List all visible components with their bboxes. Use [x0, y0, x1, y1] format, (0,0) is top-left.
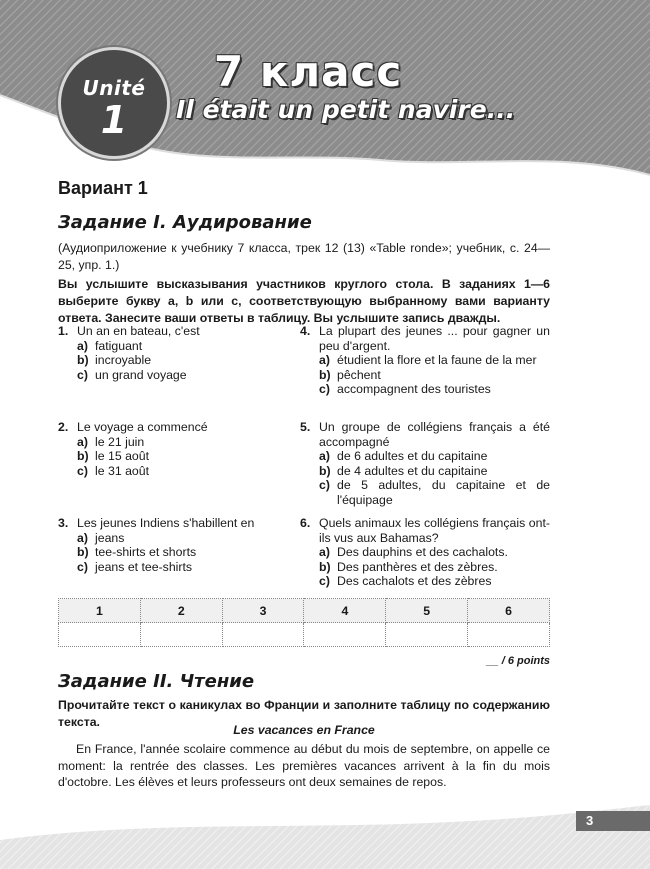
option-b: b) incroyable: [77, 353, 152, 367]
question-1: [58, 324, 278, 382]
task2-instruction: Прочитайте текст о каникулах во Франции и заполните таблицу по содержанию текста.: [58, 698, 550, 729]
question-2: [58, 420, 278, 478]
task2-title: Задание II. Чтение: [58, 671, 255, 692]
question-stem: Les jeunes Indiens s'habillent en: [77, 516, 255, 530]
answer-col-header: 5: [386, 599, 468, 623]
task1-instruction: Вы услышите высказывания участников круглого стола. В заданиях 1—6 выберите букву a, b или c, соответствующую выбранному вами варианту ответа. Занесите ваши ответы в таблицу. Вы услышите запись дважды.: [58, 277, 550, 325]
unite-label: Unité: [82, 76, 146, 100]
answer-col-header: 2: [140, 599, 222, 623]
grade-title: 7 класс: [214, 47, 403, 96]
option-c: c) de 5 adultes, du capitaine et de l'équipage: [319, 478, 550, 507]
question-6: [300, 516, 550, 589]
question-stem: Un an en bateau, c'est: [77, 324, 200, 338]
unite-number: 1: [100, 98, 128, 142]
answer-col-header: 6: [468, 599, 550, 623]
answer-cell[interactable]: [59, 623, 141, 647]
answer-col-header: 3: [222, 599, 304, 623]
option-a: a) de 6 adultes et du capitaine: [319, 449, 488, 463]
question-number: 2.: [58, 420, 69, 434]
answer-table: [58, 598, 550, 647]
question-number: 4.: [300, 324, 311, 338]
reading-text-body: En France, l'année scolaire commence au début du mois de septembre, on appelle ce moment: la rentrée des classes. Les premières vacances arrivent à la fin du mois d'octobre. Les élèves et leurs professeurs ont deux semaines de repos.: [58, 742, 550, 789]
option-a: a) Des dauphins et des cachalots.: [319, 545, 508, 559]
answer-cell[interactable]: [386, 623, 468, 647]
answer-cell[interactable]: [468, 623, 550, 647]
option-a: a) étudient la flore et la faune de la mer: [319, 353, 537, 367]
answer-col-header: 1: [59, 599, 141, 623]
answer-cell[interactable]: [222, 623, 304, 647]
footer-background: [0, 800, 650, 869]
question-stem: Quels animaux les collégiens français ont-ils vus aux Bahamas?: [319, 516, 550, 545]
option-b: b) Des panthères et des zèbres.: [319, 559, 498, 574]
option-b: b) pêchent: [319, 367, 381, 382]
answer-col-header: 4: [304, 599, 386, 623]
question-4: [300, 324, 550, 397]
option-b: b) le 15 août: [77, 449, 150, 463]
task1-source-note: (Аудиоприложение к учебнику 7 класса, трек 12 (13) «Table ronde»; учебник, с. 24—25, упр. 1.): [58, 241, 550, 272]
answer-table-input-row: [59, 623, 550, 647]
unite-badge: [58, 47, 170, 159]
task1-title: Задание I. Аудирование: [58, 212, 312, 233]
answer-cell[interactable]: [304, 623, 386, 647]
answer-cell[interactable]: [140, 623, 222, 647]
question-5: [300, 420, 550, 507]
question-number: 1.: [58, 324, 69, 338]
option-a: a) le 21 juin: [77, 434, 145, 449]
option-a: a) jeans: [77, 530, 125, 545]
question-number: 5.: [300, 420, 311, 434]
variant-title: Вариант 1: [58, 178, 148, 198]
option-c: c) le 31 août: [77, 463, 150, 478]
option-c: c) accompagnent des touristes: [319, 382, 491, 396]
question-stem: Un groupe de collégiens français a été accompagné: [319, 420, 550, 449]
reading-text-title: Les vacances en France: [233, 723, 375, 737]
option-b: b) de 4 adultes et du capitaine: [319, 463, 488, 478]
option-c: c) un grand voyage: [77, 367, 187, 382]
option-c: c) Des cachalots et des zèbres: [319, 574, 492, 588]
page-number: 3: [576, 811, 650, 831]
answer-table-header-row: [59, 599, 550, 623]
question-stem: La plupart des jeunes ... pour gagner un peu d'argent.: [319, 324, 550, 353]
question-number: 3.: [58, 516, 69, 530]
question-3: [58, 516, 278, 574]
question-number: 6.: [300, 516, 311, 530]
option-b: b) tee-shirts et shorts: [77, 545, 197, 559]
points-score: __ / 6 points: [486, 655, 550, 667]
option-c: c) jeans et tee-shirts: [77, 559, 193, 574]
question-stem: Le voyage a commencé: [77, 420, 208, 434]
unit-subtitle: Il était un petit navire...: [176, 95, 516, 124]
option-a: a) fatiguant: [77, 338, 143, 353]
